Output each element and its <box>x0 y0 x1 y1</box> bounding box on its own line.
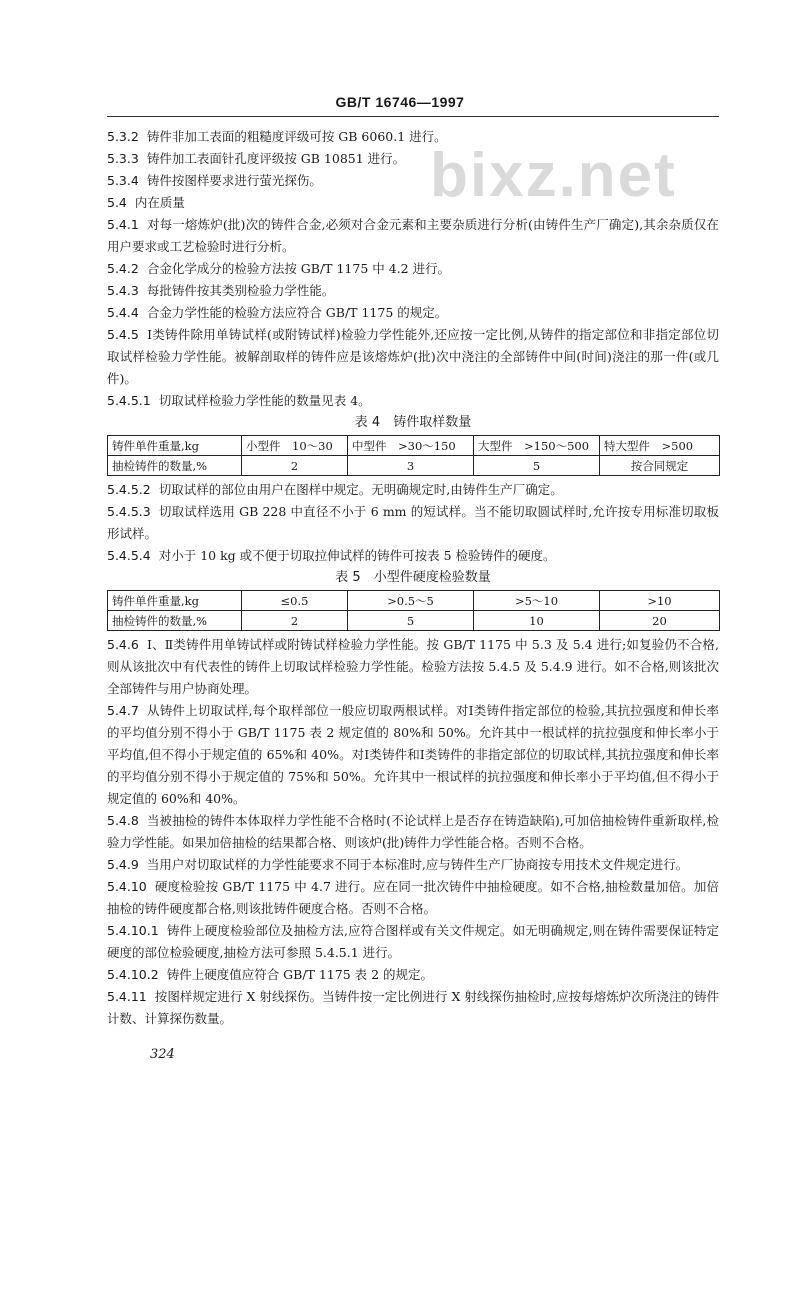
table-cell: 5 <box>348 611 474 631</box>
clause-text: 从铸件上切取试样,每个取样部位一般应切取两根试样。对Ⅰ类铸件指定部位的检验,其抗拉强度和伸长率的平均值分别不得小于 GB/T 1175 表 2 规定值的 80%和 50%。允许其中一根试样的抗拉强度和伸长率小于平均值,但不得小于规定值的 65%和 40%。对Ⅰ类铸件和Ⅰ类铸件的非指定部位的切取试样,其抗拉强度和伸长率的平均值分别不得小于规定值的 75%和 50%。允许其中一根试样的抗拉强度和伸长率小于平均值,但不得小于规定值的 60%和 40%。 <box>107 703 719 806</box>
table-cell: >5～10 <box>474 591 600 611</box>
table-cell: 中型件 >30～150 <box>348 436 474 456</box>
page-number: 324 <box>150 1047 175 1062</box>
clause-paragraph <box>107 986 719 1030</box>
clause-paragraph <box>107 634 719 700</box>
clause-text: 切取试样检验力学性能的数量见表 4。 <box>158 393 371 408</box>
table-cell: 按合同规定 <box>600 456 720 476</box>
table-cell: 大型件 >150～500 <box>474 436 600 456</box>
table-cell: 20 <box>600 611 720 631</box>
clause-text: 铸件上硬度值应符合 GB/T 1175 表 2 的规定。 <box>166 967 434 982</box>
clause-text: 铸件非加工表面的粗糙度评级可按 GB 6060.1 进行。 <box>146 129 447 144</box>
clause-text: 每批铸件按其类别检验力学性能。 <box>146 283 335 298</box>
clause-paragraph <box>107 501 719 545</box>
clause-paragraph <box>107 964 719 986</box>
clause-number: 5.3.4 <box>107 173 139 188</box>
table-cell: 特大型件 >500 <box>600 436 720 456</box>
clause-number: 5.4.2 <box>107 261 139 276</box>
standard-header: GB/T 16746—1997 <box>335 94 465 110</box>
table-cell: 5 <box>474 456 600 476</box>
table-cell: >10 <box>600 591 720 611</box>
table-cell: 小型件 10～30 <box>242 436 348 456</box>
clause-text: 切取试样的部位由用户在图样中规定。无明确规定时,由铸件生产厂确定。 <box>158 482 563 497</box>
clause-text: 当用户对切取试样的力学性能要求不同于本标准时,应与铸件生产厂协商按专用技术文件规定进行。 <box>146 857 689 872</box>
watermark: bixz.net <box>430 141 677 210</box>
clause-paragraph <box>107 390 719 412</box>
clause-paragraph <box>107 920 719 964</box>
clause-number: 5.4.6 <box>107 637 139 652</box>
paragraph-group-a <box>107 126 719 412</box>
clause-number: 5.4.10 <box>107 879 147 894</box>
clause-number: 5.4.10.2 <box>107 967 159 982</box>
table-cell: 抽检铸件的数量,% <box>108 456 242 476</box>
clause-paragraph <box>107 302 719 324</box>
table-cell: 2 <box>242 611 348 631</box>
clause-number: 5.4.9 <box>107 857 139 872</box>
clause-number: 5.4.11 <box>107 989 147 1004</box>
table5 <box>107 590 720 631</box>
table4 <box>107 435 720 476</box>
clause-paragraph <box>107 214 719 258</box>
clause-number: 5.4.5.2 <box>107 482 151 497</box>
clause-paragraph <box>107 545 719 567</box>
clause-text: 铸件上硬度检验部位及抽检方法,应符合图样或有关文件规定。如无明确规定,则在铸件需要保证特定硬度的部位检验硬度,抽检方法可参照 5.4.5.1 进行。 <box>107 923 719 960</box>
clause-number: 5.3.2 <box>107 129 139 144</box>
clause-text: 铸件加工表面针孔度评级按 GB 10851 进行。 <box>146 151 406 166</box>
clause-number: 5.4.10.1 <box>107 923 159 938</box>
clause-paragraph <box>107 876 719 920</box>
clause-text: 对每一熔炼炉(批)次的铸件合金,必须对合金元素和主要杂质进行分析(由铸件生产厂确定),其余杂质仅在用户要求或工艺检验时进行分析。 <box>107 217 719 254</box>
clause-number: 5.3.3 <box>107 151 139 166</box>
clause-paragraph <box>107 170 719 192</box>
clause-number: 5.4.8 <box>107 813 139 828</box>
clause-paragraph <box>107 148 719 170</box>
clause-text: 按图样规定进行 X 射线探伤。当铸件按一定比例进行 X 射线探伤抽检时,应按每熔炼炉次所浇注的铸件计数、计算探伤数量。 <box>107 989 719 1026</box>
document-body <box>107 126 719 1030</box>
clause-number: 5.4.3 <box>107 283 139 298</box>
clause-paragraph <box>107 258 719 280</box>
clause-paragraph <box>107 700 719 810</box>
clause-text: 合金力学性能的检验方法应符合 GB/T 1175 的规定。 <box>146 305 448 320</box>
clause-number: 5.4.5 <box>107 327 139 342</box>
clause-paragraph <box>107 192 719 214</box>
table-cell: 2 <box>242 456 348 476</box>
clause-text: 硬度检验按 GB/T 1175 中 4.7 进行。应在同一批次铸件中抽检硬度。如不合格,抽检数量加倍。加倍抽检的铸件硬度都合格,则该批铸件硬度合格。否则不合格。 <box>107 879 719 916</box>
table-row <box>108 591 720 611</box>
clause-text: Ⅰ类铸件除用单铸试样(或附铸试样)检验力学性能外,还应按一定比例,从铸件的指定部位和非指定部位切取试样检验力学性能。被解剖取样的铸件应是该熔炼炉(批)次中浇注的全部铸件中间(时间)浇注的那一件(或几件)。 <box>107 327 719 386</box>
table-cell: >0.5～5 <box>348 591 474 611</box>
clause-number: 5.4 <box>107 195 127 210</box>
clause-text: 当被抽检的铸件本体取样力学性能不合格时(不论试样上是否存在铸造缺陷),可加倍抽检铸件重新取样,检验力学性能。如果加倍抽检的结果都合格、则该炉(批)铸件力学性能合格。否则不合格。 <box>107 813 719 850</box>
clause-number: 5.4.5.4 <box>107 548 151 563</box>
table-cell: 3 <box>348 456 474 476</box>
clause-text: 内在质量 <box>134 195 185 210</box>
clause-paragraph <box>107 854 719 876</box>
clause-paragraph <box>107 280 719 302</box>
header-rule <box>107 116 719 117</box>
clause-number: 5.4.1 <box>107 217 139 232</box>
table-row <box>108 456 720 476</box>
paragraph-group-b <box>107 479 719 567</box>
table-cell: 铸件单件重量,kg <box>108 436 242 456</box>
clause-paragraph <box>107 126 719 148</box>
clause-number: 5.4.4 <box>107 305 139 320</box>
clause-paragraph <box>107 324 719 390</box>
clause-paragraph <box>107 810 719 854</box>
table-row <box>108 611 720 631</box>
clause-number: 5.4.5.3 <box>107 504 151 519</box>
clause-text: 对小于 10 kg 或不便于切取拉伸试样的铸件可按表 5 检验铸件的硬度。 <box>158 548 556 563</box>
clause-text: Ⅰ、Ⅱ类铸件用单铸试样或附铸试样检验力学性能。按 GB/T 1175 中 5.3 及 5.4 进行;如复验仍不合格,则从该批次中有代表性的铸件上切取试样检验力学性能。检验方法按 5.4.5 及 5.4.9 进行。如不合格,则该批次全部铸件与用户协商处理。 <box>107 637 719 696</box>
table-cell: 铸件单件重量,kg <box>108 591 242 611</box>
table4-caption: 表 4 铸件取样数量 <box>354 415 472 430</box>
clause-number: 5.4.5.1 <box>107 393 151 408</box>
table-cell: 抽检铸件的数量,% <box>108 611 242 631</box>
clause-number: 5.4.7 <box>107 703 139 718</box>
clause-text: 铸件按图样要求进行萤光探伤。 <box>146 173 322 188</box>
clause-paragraph <box>107 479 719 501</box>
table-row <box>108 436 720 456</box>
table5-caption: 表 5 小型件硬度检验数量 <box>335 570 491 585</box>
clause-text: 合金化学成分的检验方法按 GB/T 1175 中 4.2 进行。 <box>146 261 451 276</box>
table-cell: 10 <box>474 611 600 631</box>
table-cell: ≤0.5 <box>242 591 348 611</box>
clause-text: 切取试样选用 GB 228 中直径不小于 6 mm 的短试样。当不能切取圆试样时,允许按专用标准切取板形试样。 <box>107 504 719 541</box>
paragraph-group-c <box>107 634 719 1030</box>
